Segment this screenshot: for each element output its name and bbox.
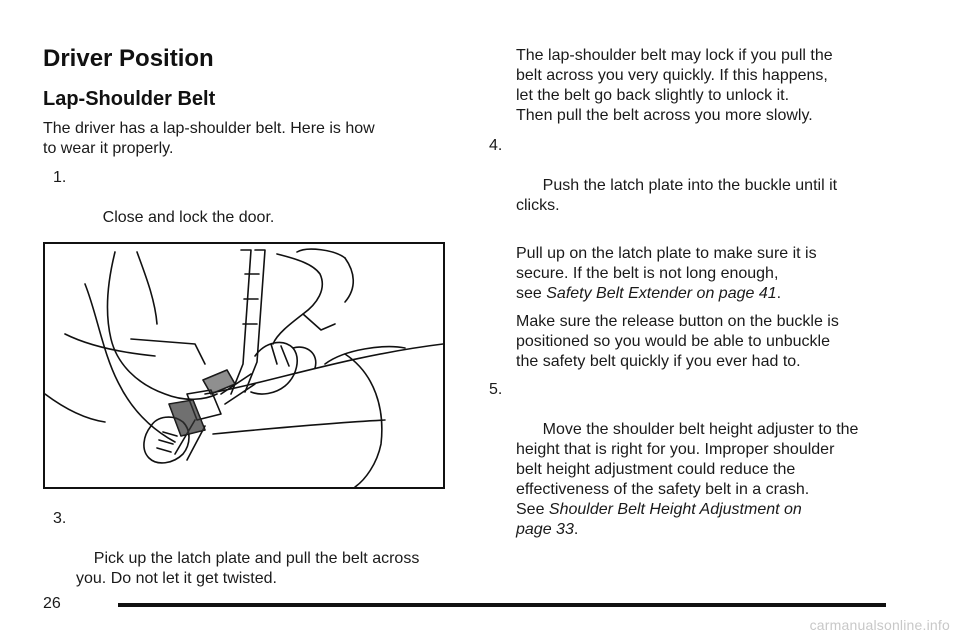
- step-number: 5.: [489, 381, 503, 398]
- step-number: 1.: [53, 169, 67, 186]
- height-adjustment-reference: Shoulder Belt Height Adjustment on page 33: [516, 501, 802, 538]
- period: .: [776, 285, 782, 302]
- seatbelt-illustration: [43, 242, 445, 489]
- right-column: [489, 46, 909, 560]
- section-heading: Lap-Shoulder Belt: [43, 88, 216, 110]
- extender-reference: Safety Belt Extender on page 41: [546, 285, 777, 302]
- page-title: Driver Position: [43, 45, 214, 72]
- step-3: [43, 509, 486, 609]
- step-5: [489, 380, 909, 560]
- step-text: Pick up the latch plate and pull the belt across you. Do not let it get twisted.: [76, 550, 420, 587]
- latch-secure-text: Pull up on the latch plate to make sure it is secure. If the belt is not long enough, see: [516, 245, 817, 302]
- latch-secure-paragraph: [489, 244, 909, 304]
- intro-paragraph: The driver has a lap-shoulder belt. Here is how to wear it properly.: [43, 120, 375, 157]
- step-5-text: Move the shoulder belt height adjuster to the height that is right for you. Improper shoulder belt height adjustment could reduce the effectiveness of the safety belt in a crash. See: [516, 421, 859, 518]
- lock-note-paragraph: The lap-shoulder belt may lock if you pull the belt across you very quickly. If this happens, let the belt go back slightly to unlock it. Then pull the belt across you more slowly.: [516, 47, 833, 124]
- footer-rule: [118, 603, 886, 607]
- period: .: [573, 521, 579, 538]
- step-1: [43, 168, 453, 248]
- watermark: carmanualsonline.info: [809, 617, 950, 633]
- page-number: 26: [43, 595, 61, 612]
- step-number: 4.: [489, 137, 503, 154]
- release-button-paragraph: Make sure the release button on the buckle is positioned so you would be able to unbuckle the safety belt quickly if you ever had to.: [516, 313, 839, 370]
- step-text: [516, 421, 858, 538]
- seatbelt-drawing: [45, 244, 443, 487]
- step-number: 3.: [53, 510, 67, 527]
- step-text: Close and lock the door.: [102, 209, 275, 226]
- step-4: [489, 136, 909, 236]
- step-text: Push the latch plate into the buckle until it clicks.: [516, 177, 838, 214]
